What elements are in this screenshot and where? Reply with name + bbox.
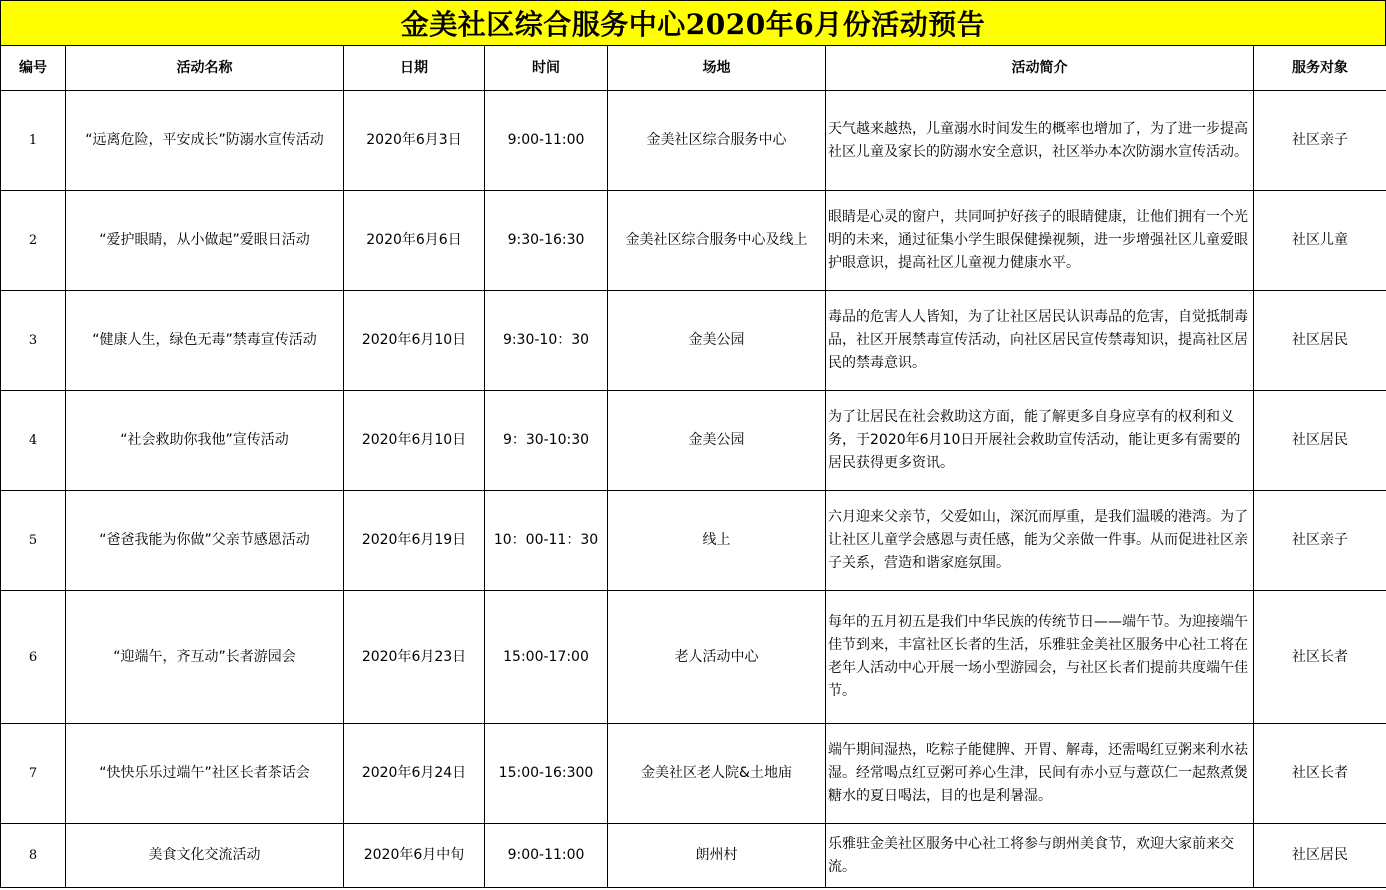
header-row — [1, 46, 1386, 91]
header-no: 编号 — [1, 46, 66, 91]
row-date: 2020年6月10日 — [344, 291, 485, 391]
row-name: “远离危险，平安成长”防溺水宣传活动 — [66, 91, 344, 191]
row-date: 2020年6月中旬 — [344, 824, 485, 888]
row-time: 9:30-16:30 — [485, 191, 608, 291]
row-date: 2020年6月10日 — [344, 391, 485, 491]
row-no: 6 — [1, 591, 66, 724]
row-venue: 金美社区综合服务中心及线上 — [608, 191, 826, 291]
row-time: 9：30-10:30 — [485, 391, 608, 491]
row-intro: 毒品的危害人人皆知，为了让社区居民认识毒品的危害，自觉抵制毒品，社区开展禁毒宣传活动，向社区居民宣传禁毒知识，提高社区居民的禁毒意识。 — [826, 291, 1254, 391]
row-intro: 为了让居民在社会救助这方面，能了解更多自身应享有的权利和义务，于2020年6月10日开展社会救助宣传活动，能让更多有需要的居民获得更多资讯。 — [826, 391, 1254, 491]
row-no: 5 — [1, 491, 66, 591]
row-intro: 天气越来越热，儿童溺水时间发生的概率也增加了，为了进一步提高社区儿童及家长的防溺水安全意识，社区举办本次防溺水宣传活动。 — [826, 91, 1254, 191]
header-venue: 场地 — [608, 46, 826, 91]
row-venue: 老人活动中心 — [608, 591, 826, 724]
row-date: 2020年6月3日 — [344, 91, 485, 191]
table-row — [1, 724, 1386, 824]
row-name: “爱护眼睛，从小做起”爱眼日活动 — [66, 191, 344, 291]
row-venue: 线上 — [608, 491, 826, 591]
sheet-title: 金美社区综合服务中心2020年6月份活动预告 — [0, 0, 1386, 46]
row-target: 社区长者 — [1254, 591, 1386, 724]
row-name: “健康人生，绿色无毒”禁毒宣传活动 — [66, 291, 344, 391]
header-date: 日期 — [344, 46, 485, 91]
row-time: 9:30-10：30 — [485, 291, 608, 391]
header-intro: 活动简介 — [826, 46, 1254, 91]
row-time: 15:00-16:300 — [485, 724, 608, 824]
table-row — [1, 824, 1386, 888]
row-no: 2 — [1, 191, 66, 291]
table-row — [1, 191, 1386, 291]
row-date: 2020年6月24日 — [344, 724, 485, 824]
row-venue: 金美公园 — [608, 291, 826, 391]
header-target: 服务对象 — [1254, 46, 1386, 91]
row-intro: 六月迎来父亲节，父爱如山，深沉而厚重，是我们温暖的港湾。为了让社区儿童学会感恩与责任感，能为父亲做一件事。从而促进社区亲子关系，营造和谐家庭氛围。 — [826, 491, 1254, 591]
header-name: 活动名称 — [66, 46, 344, 91]
row-name: “快快乐乐过端午”社区长者茶话会 — [66, 724, 344, 824]
row-intro: 眼睛是心灵的窗户，共同呵护好孩子的眼睛健康，让他们拥有一个光明的未来，通过征集小学生眼保健操视频，进一步增强社区儿童爱眼护眼意识，提高社区儿童视力健康水平。 — [826, 191, 1254, 291]
row-time: 15:00-17:00 — [485, 591, 608, 724]
row-date: 2020年6月23日 — [344, 591, 485, 724]
row-target: 社区儿童 — [1254, 191, 1386, 291]
row-date: 2020年6月19日 — [344, 491, 485, 591]
activity-table — [0, 45, 1386, 888]
row-name: 美食文化交流活动 — [66, 824, 344, 888]
row-time: 9:00-11:00 — [485, 91, 608, 191]
row-name: “爸爸我能为你做”父亲节感恩活动 — [66, 491, 344, 591]
row-venue: 金美社区老人院&土地庙 — [608, 724, 826, 824]
table-row — [1, 391, 1386, 491]
row-venue: 朗州村 — [608, 824, 826, 888]
row-target: 社区长者 — [1254, 724, 1386, 824]
row-target: 社区居民 — [1254, 391, 1386, 491]
row-target: 社区亲子 — [1254, 491, 1386, 591]
row-time: 9:00-11:00 — [485, 824, 608, 888]
row-intro: 每年的五月初五是我们中华民族的传统节日——端午节。为迎接端午佳节到来，丰富社区长者的生活，乐雅驻金美社区服务中心社工将在老年人活动中心开展一场小型游园会，与社区长者们提前共度端午佳节。 — [826, 591, 1254, 724]
row-venue: 金美公园 — [608, 391, 826, 491]
row-no: 8 — [1, 824, 66, 888]
row-no: 1 — [1, 91, 66, 191]
row-intro: 端午期间湿热，吃粽子能健脾、开胃、解毒，还需喝红豆粥来利水祛湿。经常喝点红豆粥可养心生津，民间有赤小豆与薏苡仁一起熬煮煲糖水的夏日喝法，目的也是利暑湿。 — [826, 724, 1254, 824]
row-time: 10：00-11：30 — [485, 491, 608, 591]
row-name: “迎端午，齐互动”长者游园会 — [66, 591, 344, 724]
table-row — [1, 591, 1386, 724]
row-no: 7 — [1, 724, 66, 824]
row-intro: 乐雅驻金美社区服务中心社工将参与朗州美食节，欢迎大家前来交流。 — [826, 824, 1254, 888]
table-row — [1, 291, 1386, 391]
row-date: 2020年6月6日 — [344, 191, 485, 291]
row-venue: 金美社区综合服务中心 — [608, 91, 826, 191]
row-name: “社会救助你我他”宣传活动 — [66, 391, 344, 491]
header-time: 时间 — [485, 46, 608, 91]
row-target: 社区居民 — [1254, 824, 1386, 888]
table-row — [1, 491, 1386, 591]
table-row — [1, 91, 1386, 191]
row-no: 4 — [1, 391, 66, 491]
row-target: 社区居民 — [1254, 291, 1386, 391]
row-target: 社区亲子 — [1254, 91, 1386, 191]
row-no: 3 — [1, 291, 66, 391]
